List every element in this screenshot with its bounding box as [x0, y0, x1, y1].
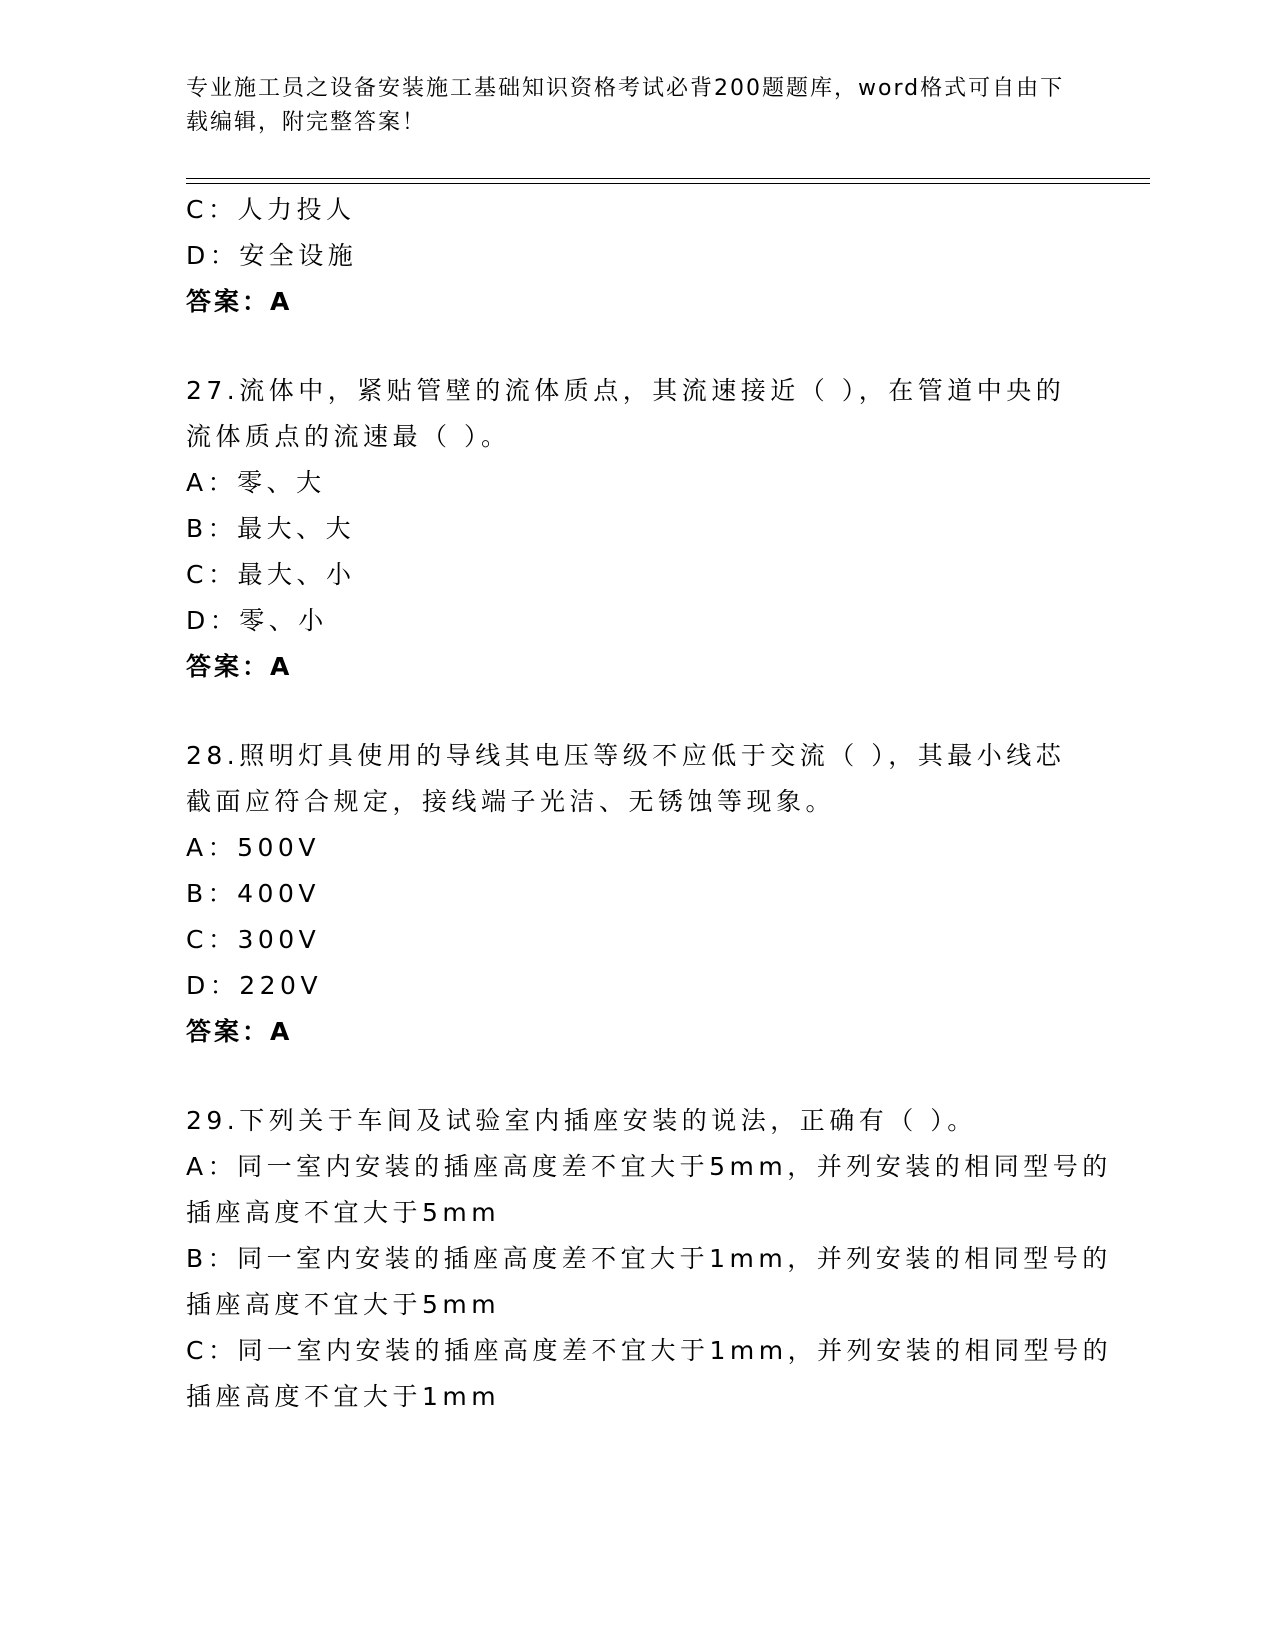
option-a-continued: 插座高度不宜大于5mm	[186, 1198, 501, 1227]
option-c: C：同一室内安装的插座高度差不宜大于1mm，并列安装的相同型号的	[186, 1336, 1113, 1365]
answer-line: 答案：A	[186, 287, 293, 316]
question-text-line: 截面应符合规定，接线端子光洁、无锈蚀等现象。	[186, 787, 836, 816]
option-c-continued: 插座高度不宜大于1mm	[186, 1382, 501, 1411]
header-rule-bottom	[186, 183, 1150, 184]
option-c: C：最大、小	[186, 560, 356, 589]
document-body	[186, 187, 1113, 1420]
question-block-29	[186, 1098, 1113, 1420]
option-a: A：同一室内安装的插座高度差不宜大于5mm，并列安装的相同型号的	[186, 1152, 1112, 1181]
question-text-line: 流体质点的流速最（ ）。	[186, 422, 511, 451]
header-title: 专业施工员之设备安装施工基础知识资格考试必背200题题库，word格式可自由下载编辑，附完整答案！	[186, 76, 1065, 135]
option-b: B：400V	[186, 879, 320, 908]
question-spacer	[186, 690, 1086, 733]
option-a: A：零、大	[186, 468, 326, 497]
question-block-28	[186, 733, 1086, 1055]
answer-line: 答案：A	[186, 652, 293, 681]
question-block-26	[186, 187, 1086, 325]
header-rule-top	[186, 178, 1150, 179]
option-c: C：300V	[186, 925, 321, 954]
document-header	[186, 72, 1066, 140]
option-c: C：人力投人	[186, 195, 356, 224]
question-text-line: 29.下列关于车间及试验室内插座安装的说法，正确有（ ）。	[186, 1106, 977, 1135]
option-b: B：最大、大	[186, 514, 356, 543]
option-d: D：安全设施	[186, 241, 358, 270]
question-spacer	[186, 1055, 1086, 1098]
question-text-line: 28.照明灯具使用的导线其电压等级不应低于交流（ ），其最小线芯	[186, 741, 1066, 770]
option-d: D：零、小	[186, 606, 328, 635]
option-b: B：同一室内安装的插座高度差不宜大于1mm，并列安装的相同型号的	[186, 1244, 1112, 1273]
question-block-27	[186, 368, 1086, 690]
option-b-continued: 插座高度不宜大于5mm	[186, 1290, 501, 1319]
option-a: A：500V	[186, 833, 320, 862]
question-spacer	[186, 325, 1086, 368]
question-text-line: 27.流体中，紧贴管壁的流体质点，其流速接近（ ），在管道中央的	[186, 376, 1066, 405]
option-d: D：220V	[186, 971, 323, 1000]
answer-line: 答案：A	[186, 1017, 293, 1046]
